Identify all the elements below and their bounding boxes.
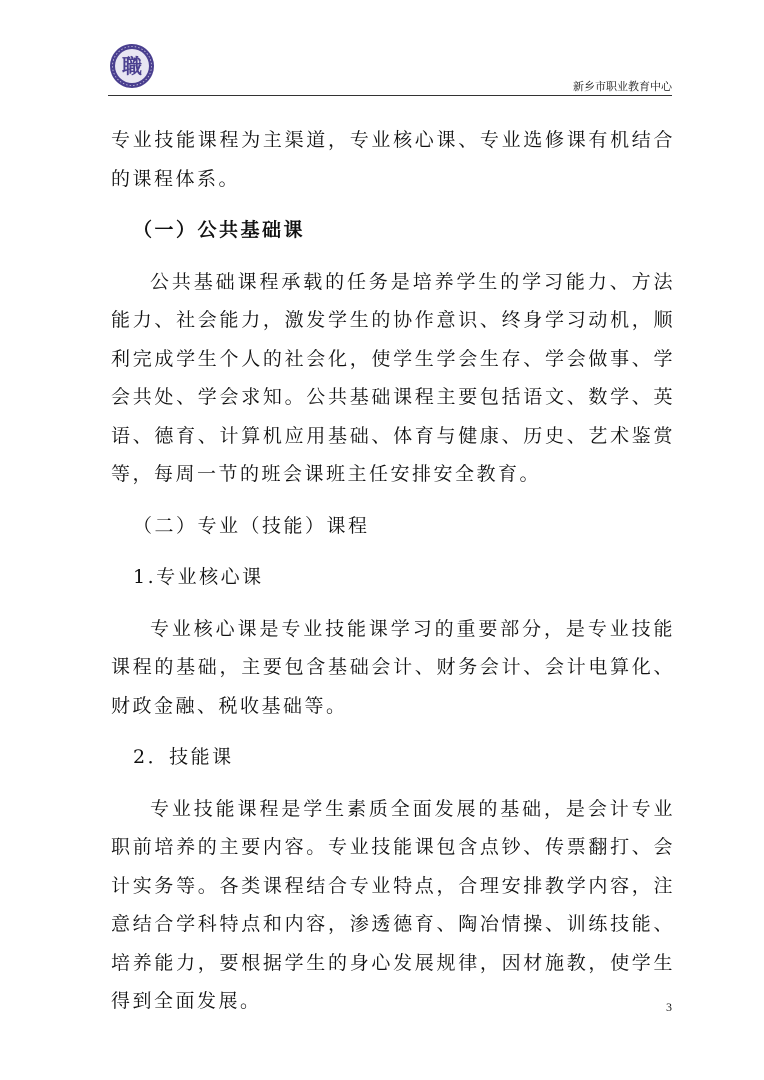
- logo-glyph: 職: [122, 54, 142, 78]
- heading-core-courses: 1.专业核心课: [133, 566, 264, 588]
- document-body: [111, 121, 675, 1021]
- heading-public-basic-courses: （一）公共基础课: [133, 219, 306, 241]
- paragraph-intro-continuation: 专业技能课程为主渠道，专业核心课、专业选修课有机结合的课程体系。: [111, 129, 675, 190]
- paragraph-core-courses: 专业核心课是专业技能课学习的重要部分，是专业技能课程的基础，主要包含基础会计、财务会计、会计电算化、财政金融、税收基础等。: [111, 617, 675, 717]
- page-number: 3: [666, 1000, 672, 1014]
- heading-skill-courses: 2．技能课: [133, 746, 234, 768]
- header-organization: 新乡市职业教育中心: [573, 80, 672, 93]
- heading-professional-courses: （二）专业（技能）课程: [133, 514, 370, 537]
- school-logo: [108, 42, 156, 90]
- paragraph-skill-courses: 专业技能课程是学生素质全面发展的基础，是会计专业职前培养的主要内容。专业技能课包含点钞、传票翻打、会计实务等。各类课程结合专业特点，合理安排教学内容，注意结合学科特点和内容，渗透德育、陶冶情操、训练技能、培养能力，要根据学生的身心发展规律，因材施教，使学生得到全面发展。: [111, 797, 675, 1012]
- paragraph-public-basic-courses: 公共基础课程承载的任务是培养学生的学习能力、方法能力、社会能力，激发学生的协作意识、终身学习动机，顺利完成学生个人的社会化，使学生学会生存、学会做事、学会共处、学会求知。公共基础课程主要包括语文、数学、英语、德育、计算机应用基础、体育与健康、历史、艺术鉴赏等，每周一节的班会课班主任安排安全教育。: [111, 270, 675, 485]
- header-divider: [108, 95, 672, 96]
